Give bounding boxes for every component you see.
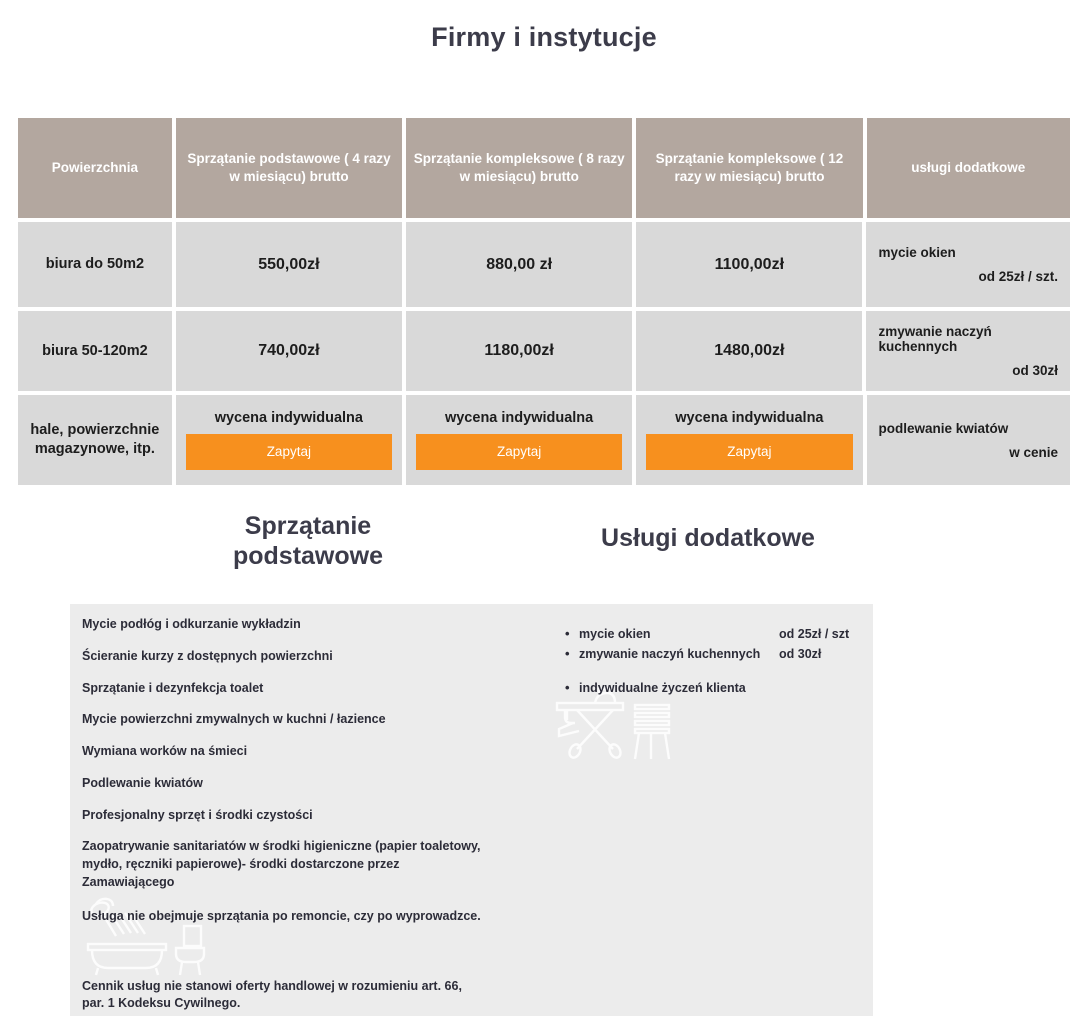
column-header-extras: usługi dodatkowe bbox=[867, 118, 1070, 218]
area-text: biura 50-120m2 bbox=[42, 342, 148, 359]
price-text: 1180,00zł bbox=[484, 342, 554, 359]
list-item: Profesjonalny sprzęt i środki czystości bbox=[82, 807, 313, 822]
extra-service-name: zmywanie naczyń kuchennych bbox=[878, 324, 992, 354]
cell-price-complex-12 bbox=[636, 311, 862, 391]
price-text: 550,00zł bbox=[258, 255, 320, 273]
page-title: Firmy i instytucje bbox=[431, 22, 657, 52]
column-header-area: Powierzchnia bbox=[18, 118, 172, 218]
extra-service-name: podlewanie kwiatów bbox=[878, 420, 1009, 436]
price-text: 880,00 zł bbox=[486, 255, 553, 273]
price-table bbox=[18, 118, 1070, 485]
ask-button-complex-8[interactable]: Zapytaj bbox=[416, 434, 622, 470]
list-item: Mycie podłóg i odkurzanie wykładzin bbox=[82, 617, 301, 631]
bullet-icon: • bbox=[565, 679, 570, 695]
heading-extra-services: Usługi dodatkowe bbox=[601, 524, 815, 552]
bullet-icon: • bbox=[565, 626, 570, 641]
ask-button-complex-12[interactable]: Zapytaj bbox=[646, 434, 852, 470]
cell-price-complex-8 bbox=[406, 311, 632, 391]
list-item bbox=[565, 678, 865, 698]
row-area-label bbox=[18, 311, 172, 391]
cell-price-complex-12 bbox=[636, 222, 862, 307]
cell-quote-basic bbox=[176, 395, 402, 485]
cell-extra-service bbox=[867, 395, 1070, 485]
extra-service-price: od 25zł / szt bbox=[779, 627, 850, 641]
cell-price-basic bbox=[176, 222, 402, 307]
list-item bbox=[565, 644, 865, 664]
list-item: Ścieranie kurzy z dostępnych powierzchni bbox=[82, 648, 333, 663]
list-item: Wymiana worków na śmieci bbox=[82, 744, 248, 758]
list-item bbox=[565, 624, 865, 644]
column-header-basic: Sprzątanie podstawowe ( 4 razy w miesiącu) brutto bbox=[176, 118, 402, 218]
legal-disclaimer: Cennik usług nie stanowi oferty handlowej w rozumieniu art. 66, par. 1 Kodeksu Cywilnego. bbox=[82, 979, 462, 1011]
quote-text: wycena indywidualna bbox=[444, 410, 594, 426]
row-area-label bbox=[18, 222, 172, 307]
cell-quote-complex-8 bbox=[406, 395, 632, 485]
price-text: 1480,00zł bbox=[714, 342, 785, 359]
basic-cleaning-list bbox=[82, 616, 482, 941]
table-row bbox=[18, 395, 1070, 485]
extra-service-price: w cenie bbox=[1009, 444, 1058, 460]
row-area-label bbox=[18, 395, 172, 485]
table-row bbox=[18, 222, 1070, 307]
details-panel bbox=[70, 604, 873, 1016]
quote-text: wycena indywidualna bbox=[214, 410, 363, 426]
column-header-complex-8: Sprzątanie kompleksowe ( 8 razy w miesiącu) brutto bbox=[406, 118, 632, 218]
cell-quote-complex-12 bbox=[636, 395, 862, 485]
cell-extra-service bbox=[866, 311, 1070, 391]
extra-service-price: od 30zł bbox=[1012, 363, 1059, 378]
extra-service-price: od 30zł bbox=[779, 646, 822, 661]
extra-service-name: mycie okien bbox=[579, 627, 651, 641]
extra-service-name: indywidualne życzeń klienta bbox=[579, 680, 746, 695]
ask-button-basic[interactable]: Zapytaj bbox=[186, 434, 392, 470]
list-item: Sprzątanie i dezynfekcja toalet bbox=[82, 680, 264, 695]
cell-extra-service bbox=[866, 222, 1070, 307]
extra-service-name: zmywanie naczyń kuchennych bbox=[579, 646, 761, 661]
list-item: Usługa nie obejmuje sprzątania po remoncie, czy po wyprowadzce. bbox=[82, 908, 481, 923]
bullet-icon: • bbox=[565, 645, 570, 661]
quote-text: wycena indywidualna bbox=[675, 410, 824, 426]
ironing-board-and-drying-rack-icon bbox=[555, 687, 675, 777]
cell-price-complex-8 bbox=[406, 222, 632, 307]
list-item: Zaopatrywanie sanitariatów w środki higieniczne (papier toaletowy, mydło, ręczniki papierowe)- środki dostarczone przez Zamawiającego bbox=[82, 839, 481, 889]
list-item: Mycie powierzchni zmywalnych w kuchni / łazience bbox=[82, 712, 386, 727]
extra-services-list bbox=[565, 624, 865, 697]
table-row bbox=[18, 311, 1070, 391]
cell-price-basic bbox=[176, 311, 402, 391]
table-header-row bbox=[18, 118, 1070, 218]
price-text: 740,00zł bbox=[258, 342, 320, 359]
area-text: biura do 50m2 bbox=[45, 256, 145, 273]
list-item: Podlewanie kwiatów bbox=[82, 775, 203, 790]
area-text: hale, powierzchnie magazynowe, itp. bbox=[30, 422, 160, 457]
extra-service-price: od 25zł / szt. bbox=[978, 269, 1059, 284]
heading-basic-cleaning: Sprzątanie podstawowe bbox=[232, 512, 383, 570]
column-header-complex-12: Sprzątanie kompleksowe ( 12 razy w miesiącu) brutto bbox=[636, 118, 862, 218]
price-text: 1100,00zł bbox=[714, 255, 785, 273]
section-headings bbox=[0, 512, 1088, 592]
extra-service-name: mycie okien bbox=[878, 245, 956, 260]
